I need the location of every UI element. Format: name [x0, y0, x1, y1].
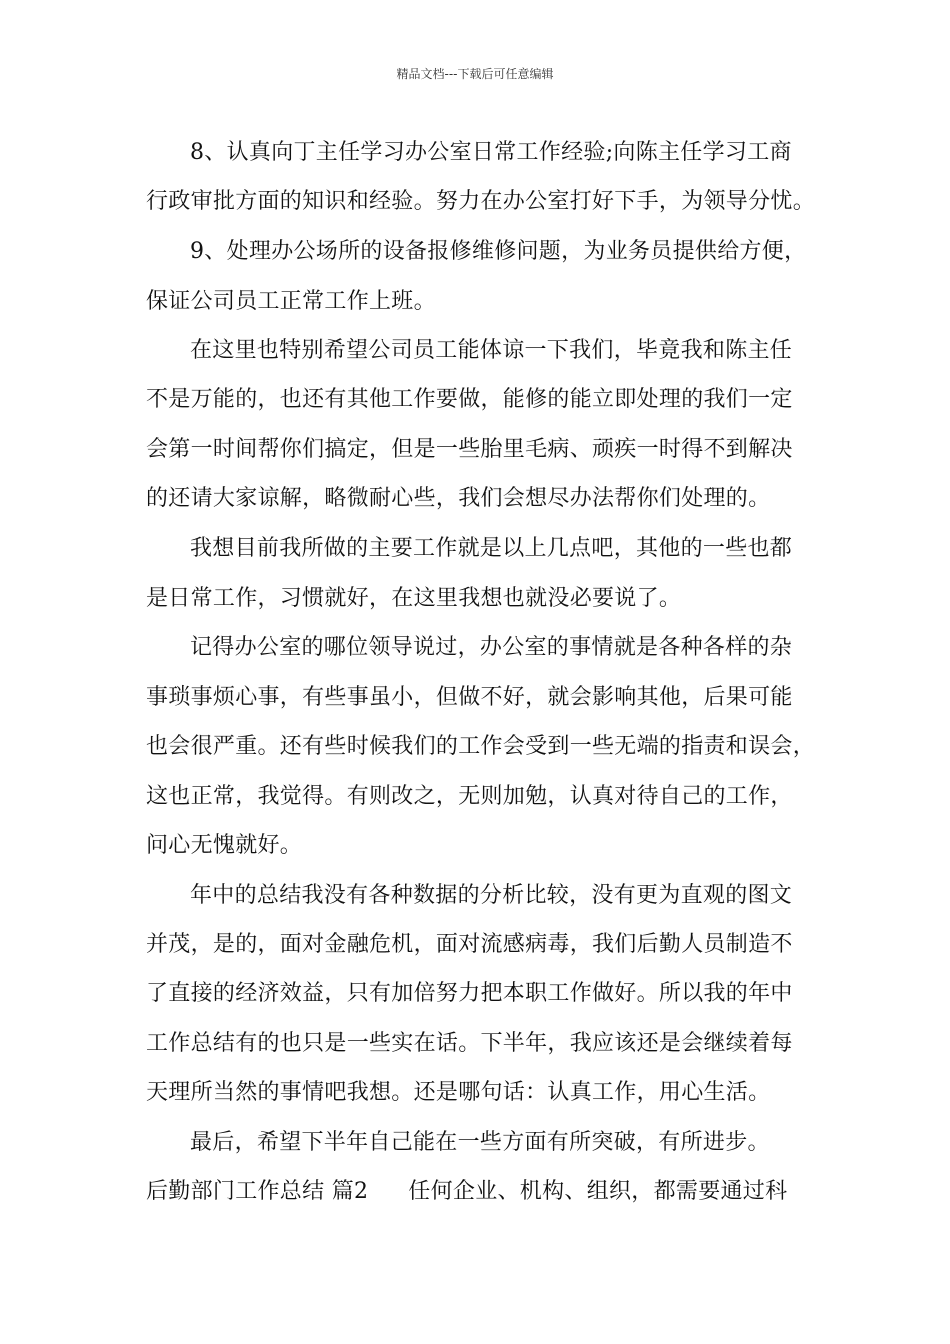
- paragraph-line: 了直接的经济效益，只有加倍努力把本职工作做好。所以我的年中: [146, 981, 793, 1006]
- paragraph-line: 事琐事烦心事，有些事虽小，但做不好，就会影响其他，后果可能: [146, 685, 793, 710]
- paragraph-line: 8、认真向丁主任学习办公室日常工作经验;向陈主任学习工商: [190, 140, 792, 165]
- paragraph-line: 不是万能的，也还有其他工作要做，能修的能立即处理的我们一定: [146, 387, 793, 412]
- section-line: [146, 1177, 787, 1207]
- paragraph-line: 问心无愧就好。: [146, 833, 303, 858]
- paragraph-line: 也会很严重。还有些时候我们的工作会受到一些无端的指责和误会，: [146, 734, 816, 759]
- paragraph-text: 任何企业、机构、组织，都需要通过科: [408, 1179, 788, 1204]
- paragraph-line: 这也正常，我觉得。有则改之，无则加勉，认真对待自己的工作，: [146, 784, 793, 809]
- paragraph-line: 天理所当然的事情吧我想。还是哪句话：认真工作，用心生活。: [146, 1080, 771, 1105]
- paragraph-line: 行政审批方面的知识和经验。努力在办公室打好下手，为领导分忧。: [146, 189, 816, 214]
- paragraph-line: 在这里也特别希望公司员工能体谅一下我们，毕竟我和陈主任: [190, 338, 793, 363]
- paragraph-line: 会第一时间帮你们搞定，但是一些胎里毛病、顽疾一时得不到解决: [146, 437, 793, 462]
- page-header: 精品文档---下载后可任意编辑: [396, 67, 554, 81]
- paragraph-line: 年中的总结我没有各种数据的分析比较，没有更为直观的图文: [190, 883, 793, 908]
- paragraph-line: 是日常工作，习惯就好，在这里我想也就没必要说了。: [146, 586, 682, 611]
- paragraph-line: 并茂，是的，面对金融危机，面对流感病毒，我们后勤人员制造不: [146, 932, 793, 957]
- paragraph-line: 保证公司员工正常工作上班。: [146, 289, 436, 314]
- paragraph-line: 最后，希望下半年自己能在一些方面有所突破，有所进步。: [190, 1130, 770, 1155]
- paragraph-line: 记得办公室的哪位领导说过，办公室的事情就是各种各样的杂: [190, 635, 793, 660]
- paragraph-line: 9、处理办公场所的设备报修维修问题，为业务员提供给方便，: [190, 239, 807, 264]
- section-title: 后勤部门工作总结 篇2: [146, 1179, 369, 1204]
- paragraph-line: 工作总结有的也只是一些实在话。下半年，我应该还是会继续着每: [146, 1031, 793, 1056]
- paragraph-line: 我想目前我所做的主要工作就是以上几点吧，其他的一些也都: [190, 536, 793, 561]
- paragraph-line: 的还请大家谅解，略微耐心些，我们会想尽办法帮你们处理的。: [146, 486, 771, 511]
